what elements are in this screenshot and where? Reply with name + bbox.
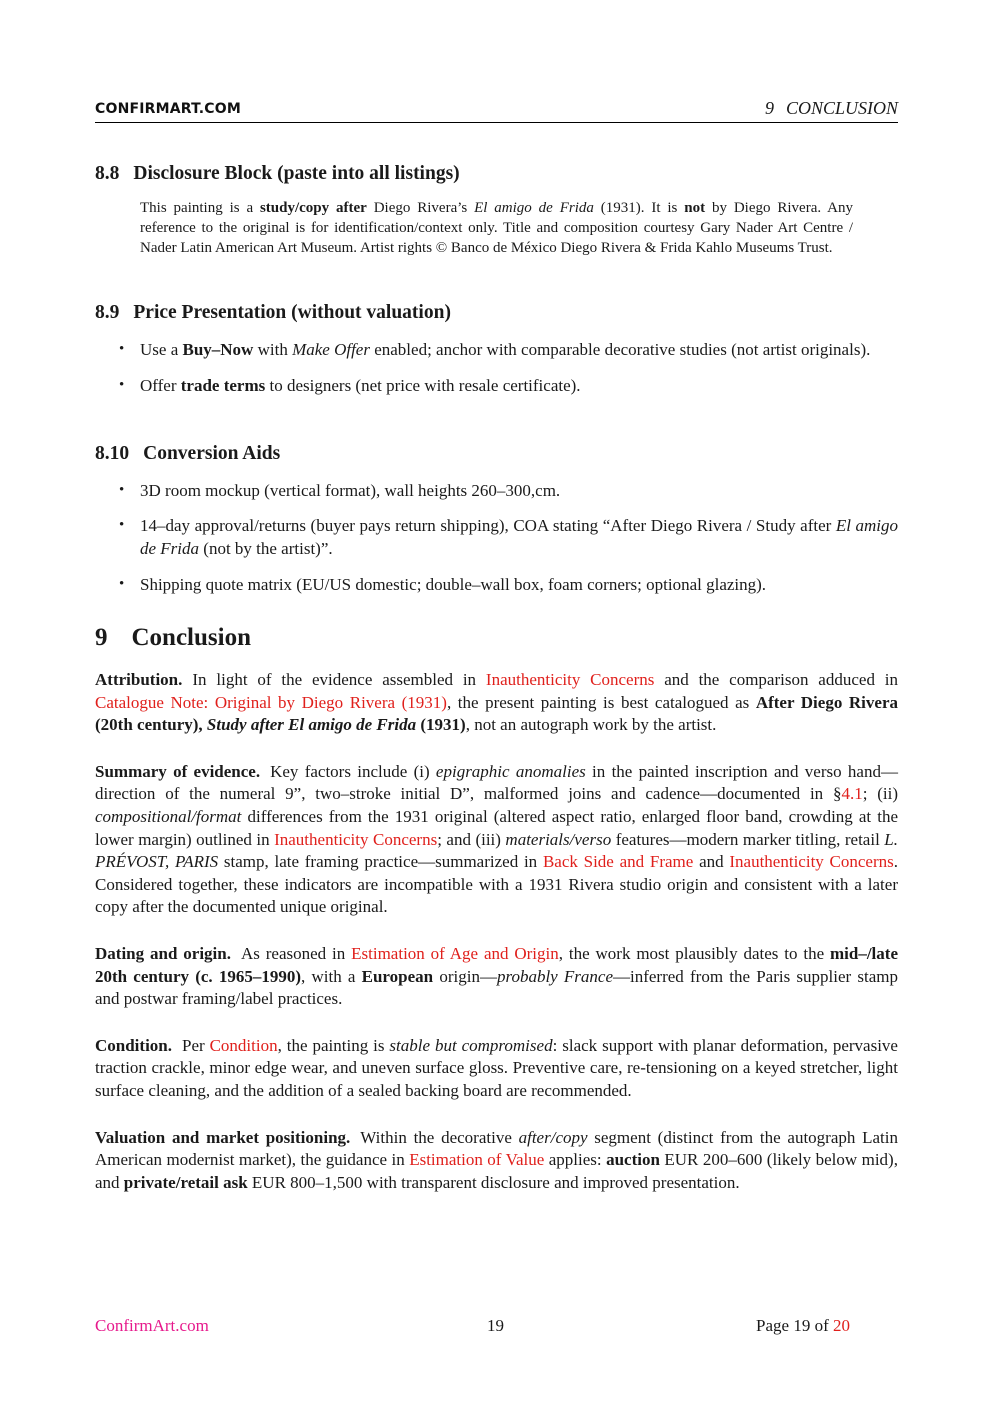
cross-reference-link[interactable]: Back Side and Frame [542,852,694,872]
running-section-title [765,98,898,119]
cross-reference-link[interactable]: Inauthenticity Concerns [274,829,438,849]
text: Shipping quote matrix (EU/US domestic; double–wall box, foam corners; optional glazing). [140,575,767,594]
text: In light of the evidence assembled in [192,670,486,689]
bold-text: trade terms [180,376,266,395]
italic-text: probably France [496,966,613,986]
paragraph-lead: Condition. [95,1035,172,1055]
text: , not an autograph work by the artist. [465,715,717,735]
bold-italic-title: Study after El amigo de Frida [206,715,417,735]
section-number: 8.8 [95,163,120,184]
text: and [693,852,730,872]
paragraph-attribution [95,669,898,737]
cross-reference-link[interactable]: Inauthenticity Concerns [729,852,894,872]
disclosure-block [140,198,853,258]
text: , the painting is [277,1035,390,1055]
italic-text: after/copy [518,1127,588,1147]
section-8-10 [95,443,898,596]
footer-site-link[interactable]: ConfirmArt.com [95,1316,209,1335]
italic-text: compositional/format [95,806,242,826]
bold-text: (1931) [416,715,466,735]
text: by Diego Rivera. Any reference to the original is for identification/context only. Title and composition courtesy Gary Nader Art Centre / Nader Latin American Art Museum. Artist rights © Banco de México Diego Rivera & Frida Kahlo Museums Trust. [140,200,853,256]
text: stamp, late framing practice—summarized in [218,852,543,872]
text: 14–day approval/returns (buyer pays return shipping), COA stating “After Diego Rivera / Study after [140,516,836,535]
text: (not by the artist)”. [199,539,333,558]
text: origin— [433,966,497,986]
text: enabled; anchor with comparable decorative studies (not artist originals). [369,340,871,359]
running-section-number: 9 [764,98,774,118]
list-item [95,514,898,560]
text: ; and (iii) [437,829,506,849]
text: Offer [140,376,181,395]
section-8-9 [95,302,898,397]
italic-text: materials/verso [505,829,612,849]
bold-text: mid–/late 20th century (c. 1965–1990) [95,943,898,986]
paragraph-valuation [95,1127,898,1195]
section-title: Disclosure Block (paste into all listings) [133,163,460,184]
italic-text: L. PRÉVOST, PARIS [95,829,898,872]
text: Diego Rivera’s [366,200,475,216]
paragraph-lead: Dating and origin. [95,943,231,963]
bold-text: study/copy after [259,200,367,216]
section-9-conclusion [95,624,898,1194]
footer-page-of [756,1316,850,1336]
text: in the painted inscription and verso hand—direction of the numeral 9”, two–stroke initial D”, malformed joins and cadence—documented in § [95,761,898,804]
section-heading [95,443,898,465]
cross-reference-link[interactable]: Inauthenticity Concerns [485,670,655,689]
paragraph-dating [95,943,898,1011]
list-item [95,338,898,361]
section-number: 8.9 [95,302,120,323]
italic-text: Make Offer [292,340,370,359]
chapter-title: Conclusion [131,624,251,651]
text: applies: [544,1150,607,1170]
cross-reference-link[interactable]: Estimation of Age and Origin [351,943,559,963]
text: . Considered together, these indicators are incompatible with a 1931 Rivera studio origin and consistent with a later copy after the documented unique original. [95,852,898,917]
text: , the work most plausibly dates to the [558,943,830,963]
paragraph-lead: Attribution. [95,670,183,689]
page-of-label: Page 19 of [756,1316,833,1335]
bold-text: After Diego Rivera (20th century), [95,692,898,735]
section-8-8 [95,163,898,258]
italic-text: stable but compromised [389,1035,553,1055]
text: differences from the 1931 original (altered aspect ratio, enlarged floor band, crowding at the lower margin) outlined in [95,806,898,849]
italic-title: El amigo de Frida [474,200,594,216]
italic-text: epigraphic anomalies [435,761,586,781]
running-header [95,98,898,123]
text: : slack support with planar deformation, pervasive traction crackle, minor edge wear, and uneven surface gloss. Preventive care, re-tensioning on a keyed stretcher, light surface cleaning, and the addition of a sealed backing board are recommended. [95,1035,898,1100]
bold-text: auction [606,1150,660,1170]
paragraph-lead: Summary of evidence. [95,761,261,781]
chapter-heading [95,624,898,652]
section-heading [95,302,898,324]
text: ; (ii) [862,784,898,804]
cross-reference-link[interactable]: Estimation of Value [409,1150,545,1170]
bold-text: private/retail ask [123,1172,248,1192]
text: , with a [301,966,362,986]
text: Within the decorative [360,1127,519,1147]
text: 3D room mockup (vertical format), wall heights 260–300,cm. [140,481,561,500]
text: Per [182,1035,210,1055]
text: Use a [140,340,183,359]
text: , the present painting is best catalogued as [446,692,756,712]
text: with [253,340,293,359]
running-section-name: CONCLUSION [785,98,898,118]
italic-title: El amigo de Frida [140,516,899,558]
bold-text: European [361,966,434,986]
paragraph-lead: Valuation and market positioning. [95,1127,351,1147]
cross-reference-link[interactable]: 4.1 [841,784,863,804]
text: to designers (net price with resale certificate). [265,376,581,395]
list-item [95,479,898,502]
list-item [95,573,898,596]
text: EUR 800–1,500 with transparent disclosure and improved presentation. [247,1172,740,1192]
text: (1931). It is [593,200,685,216]
cross-reference-link[interactable]: Condition [209,1035,278,1055]
bullet-list [95,338,898,397]
site-logo: CONFIRMART.COM [95,101,242,117]
chapter-number: 9 [95,624,108,651]
bold-text: not [684,200,706,216]
text: This painting is a [140,200,260,216]
text: EUR 200–600 (likely below mid), and [95,1150,898,1192]
text: and the comparison adduced in [654,670,898,689]
section-title: Price Presentation (without valuation) [133,302,451,323]
list-item [95,374,898,397]
text: As reasoned in [240,943,352,963]
footer-page-number: 19 [487,1316,504,1335]
bold-text: Buy–Now [182,340,254,359]
section-number: 8.10 [95,443,130,464]
section-heading [95,163,898,185]
text: segment (distinct from the autograph Latin American modernist market), the guidance in [95,1127,898,1170]
text: —inferred from the Paris supplier stamp and postwar framing/label practices. [95,966,898,1009]
text: features—modern marker titling, retail [611,829,885,849]
paragraph-condition [95,1035,898,1103]
section-title: Conversion Aids [143,443,281,464]
text: Key factors include (i) [270,761,436,781]
bullet-list [95,479,898,596]
cross-reference-link[interactable]: Catalogue Note: Original by Diego Rivera (1931) [95,692,447,712]
total-pages-link[interactable]: 20 [833,1316,850,1335]
paragraph-summary [95,761,898,919]
